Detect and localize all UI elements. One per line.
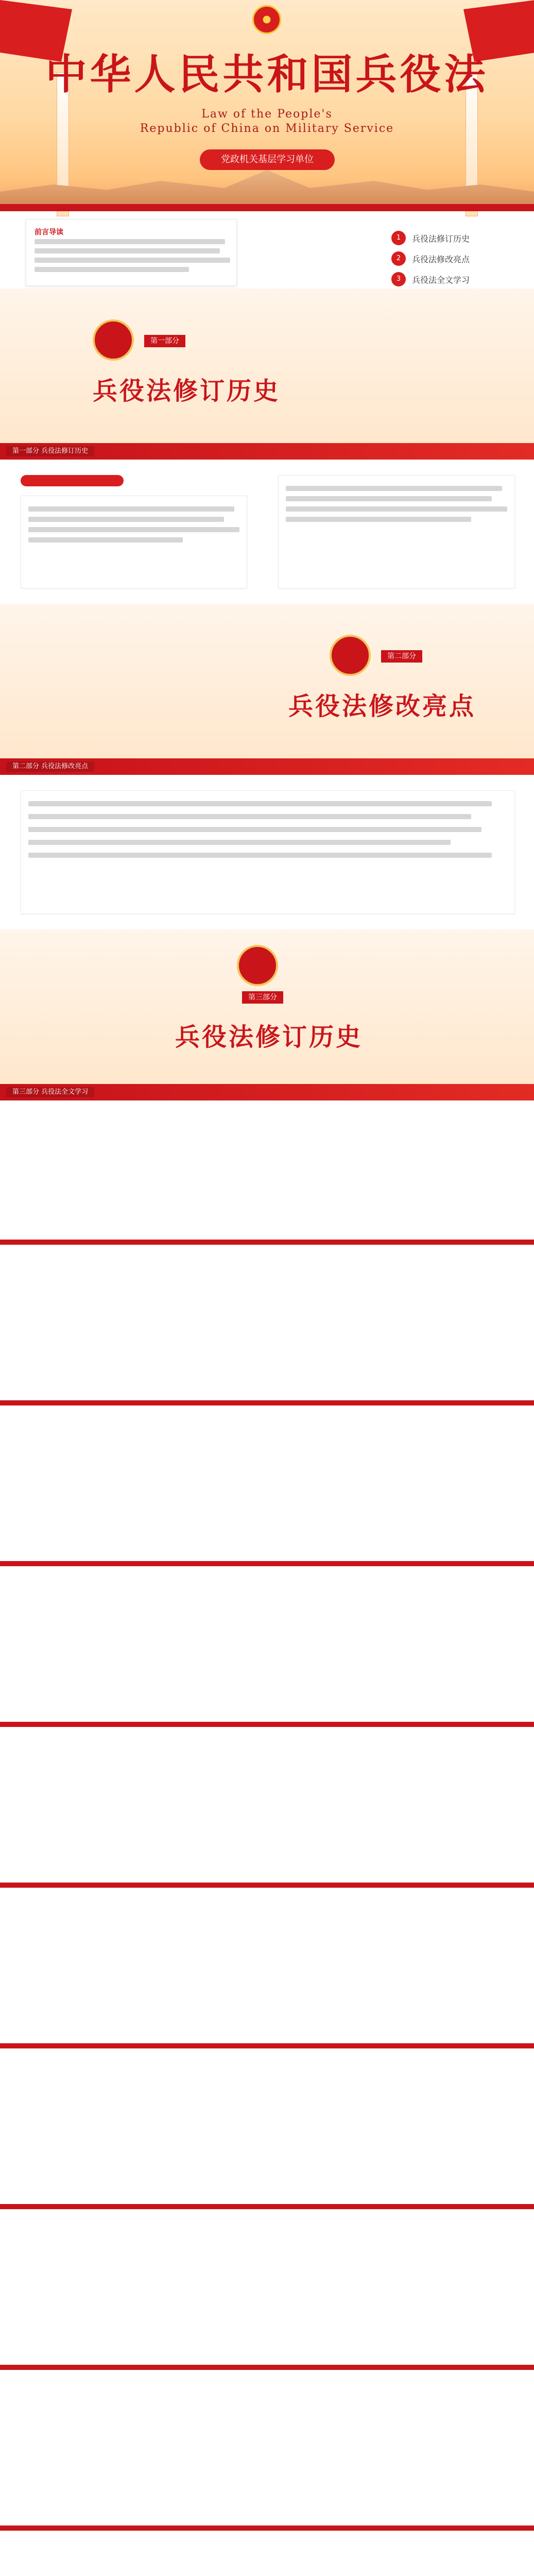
chapter-kicker: 第二部分 bbox=[381, 650, 422, 663]
toc-number: 2 bbox=[391, 251, 406, 266]
text-line bbox=[28, 506, 234, 512]
chapter-kicker: 第三部分 bbox=[242, 991, 283, 1004]
text-line bbox=[35, 267, 189, 272]
text-line bbox=[28, 537, 183, 543]
text-line bbox=[35, 258, 230, 263]
toc-item-3[interactable]: 3 兵役法全文学习 bbox=[391, 270, 470, 288]
intro-card bbox=[26, 219, 237, 286]
text-line bbox=[28, 527, 239, 532]
study-slides-block bbox=[0, 1100, 534, 2576]
chapter-badge-icon bbox=[237, 945, 278, 986]
chapter-title: 兵役法修订历史 bbox=[93, 377, 281, 405]
content-panel bbox=[21, 496, 247, 588]
text-line bbox=[28, 801, 492, 806]
chapter-slide-1 bbox=[0, 289, 534, 443]
national-emblem-icon bbox=[252, 5, 281, 34]
chapter-title: 兵役法修订历史 bbox=[175, 1023, 363, 1052]
content-slide bbox=[0, 775, 534, 929]
text-line bbox=[35, 248, 220, 253]
chapter-slide-3 bbox=[0, 929, 534, 1084]
chapter-badge-icon bbox=[93, 319, 134, 361]
item-pill bbox=[21, 475, 124, 486]
section-header: 第二部分 兵役法修改亮点 bbox=[0, 758, 534, 775]
text-line bbox=[286, 517, 471, 522]
chapter-badge-icon bbox=[330, 635, 371, 676]
main-title: 中华人民共和国兵役法 bbox=[45, 50, 489, 98]
text-line bbox=[28, 517, 224, 522]
intro-title: 前言导读 bbox=[35, 228, 63, 236]
text-line bbox=[28, 814, 471, 819]
text-line bbox=[286, 506, 507, 512]
toc-item-2[interactable]: 2 兵役法修改亮点 bbox=[391, 250, 470, 267]
text-line bbox=[35, 239, 225, 244]
text-line bbox=[28, 827, 481, 832]
subtitle-en: Law of the People's Republic of China on Military Service bbox=[140, 108, 394, 135]
text-line bbox=[286, 486, 502, 491]
toc-number: 1 bbox=[391, 231, 406, 245]
unit-pill: 党政机关基层学习单位 bbox=[200, 149, 335, 170]
toc-item-1[interactable]: 1 兵役法修订历史 bbox=[391, 229, 470, 247]
content-panel bbox=[21, 790, 515, 914]
chapter-kicker: 第一部分 bbox=[144, 335, 185, 347]
text-line bbox=[286, 496, 492, 501]
chapter-slide-2 bbox=[0, 604, 534, 758]
text-line bbox=[28, 853, 492, 858]
content-panel bbox=[278, 475, 515, 588]
section-header: 第三部分 兵役法全文学习 bbox=[0, 1084, 534, 1100]
text-line bbox=[28, 840, 451, 845]
title-slide bbox=[0, 0, 534, 289]
content-slide bbox=[0, 460, 534, 604]
section-header: 第一部分 兵役法修订历史 bbox=[0, 443, 534, 460]
red-band bbox=[0, 204, 534, 211]
city-skyline bbox=[0, 170, 534, 206]
toc-number: 3 bbox=[391, 272, 406, 286]
chapter-title: 兵役法修改亮点 bbox=[288, 692, 476, 721]
